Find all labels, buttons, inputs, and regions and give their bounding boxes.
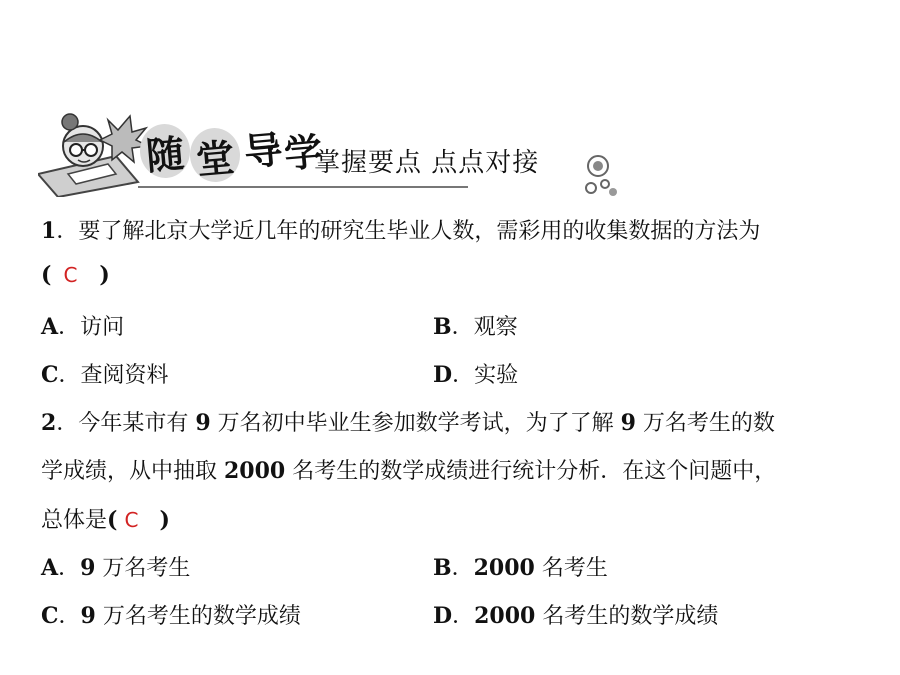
option-1D	[433, 358, 518, 389]
option-letter: A	[41, 555, 59, 581]
option-text: 万名考生	[95, 556, 191, 581]
paren-open: (	[107, 507, 118, 533]
title-char-4: 学	[282, 128, 325, 177]
question-1-answer-line	[41, 262, 110, 288]
title-char-1: 随	[138, 122, 193, 180]
option-sep: ．	[452, 604, 475, 629]
option-2D	[433, 599, 718, 630]
question-2-line-2	[41, 454, 776, 485]
option-sep: ．	[451, 556, 474, 581]
header-underline	[138, 186, 468, 188]
question-2-answer: C	[124, 508, 139, 532]
title-char-2: 堂	[188, 126, 243, 184]
option-letter: C	[41, 362, 59, 388]
option-number: 2000	[473, 555, 535, 581]
option-text: ．观察	[451, 315, 518, 340]
option-text: 万名考生的数学成绩	[95, 604, 301, 629]
question-2-line-1	[41, 406, 775, 437]
option-text: ．访问	[58, 315, 125, 340]
number: 2000	[224, 458, 286, 484]
section-header	[38, 112, 618, 197]
decorative-circles-icon	[583, 154, 623, 199]
option-1C	[41, 358, 169, 389]
option-letter: D	[433, 603, 453, 629]
text-fragment: ．今年某市有	[56, 411, 196, 436]
option-sep: ．	[58, 604, 81, 629]
text-fragment: 万名初中毕业生参加数学考试，为了了解	[210, 411, 621, 436]
paren-close: )	[99, 262, 110, 288]
option-letter: C	[41, 603, 59, 629]
question-1-number: 1	[41, 218, 57, 244]
paren-close: )	[159, 507, 170, 533]
text-fragment: 总体是	[41, 508, 108, 533]
question-2-number: 2	[41, 410, 57, 436]
option-sep: ．	[58, 556, 81, 581]
question-1-answer: C	[63, 263, 78, 287]
question-2-line-3	[41, 503, 170, 534]
question-1-text	[41, 214, 760, 245]
option-letter: B	[433, 555, 452, 581]
option-2C	[41, 599, 301, 630]
option-text: ．查阅资料	[58, 363, 169, 388]
section-subtitle: 掌握要点 点点对接	[314, 148, 540, 178]
option-1B	[433, 310, 518, 341]
option-number: 9	[80, 555, 96, 581]
option-text: 名考生	[534, 556, 608, 581]
option-letter: A	[41, 314, 59, 340]
text-fragment: 学成绩，从中抽取	[41, 459, 224, 484]
question-1-stem: ．要了解北京大学近几年的研究生毕业人数，需彩用的收集数据的方法为	[56, 219, 761, 244]
option-2A	[41, 551, 190, 582]
option-letter: B	[433, 314, 452, 340]
title-char-3: 导	[242, 126, 285, 175]
text-fragment: 万名考生的数	[635, 411, 775, 436]
number: 9	[620, 410, 636, 436]
option-text: 名考生的数学成绩	[535, 604, 719, 629]
option-2B	[433, 551, 608, 582]
option-number: 9	[80, 603, 96, 629]
option-1A	[41, 310, 124, 341]
option-text: ．实验	[452, 363, 519, 388]
number: 9	[195, 410, 211, 436]
paren-open: (	[41, 262, 52, 288]
option-number: 2000	[474, 603, 536, 629]
text-fragment: 名考生的数学成绩进行统计分析．在这个问题中，	[285, 459, 777, 484]
option-letter: D	[433, 362, 453, 388]
